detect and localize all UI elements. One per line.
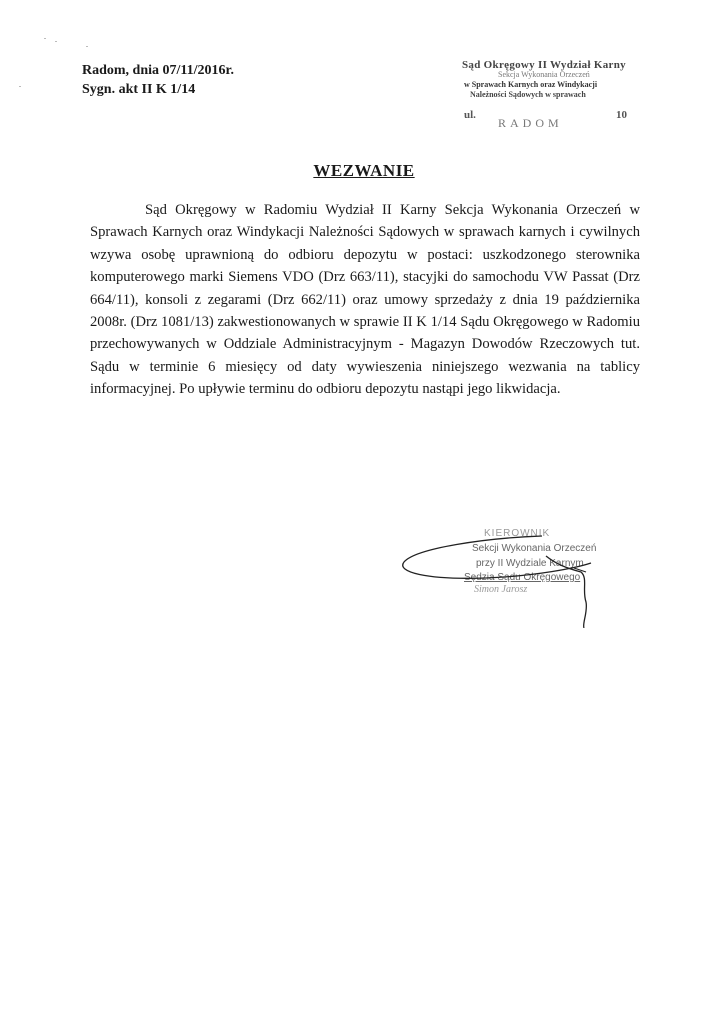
street-prefix: ul. — [464, 109, 476, 121]
signature-stamp — [396, 528, 646, 628]
court-stamp-address — [462, 106, 662, 130]
scan-speck — [55, 41, 57, 42]
document-header — [82, 61, 234, 99]
scan-speck — [44, 38, 46, 39]
signature-stamp-line4: Sędzia Sądu Okręgowego — [464, 572, 581, 583]
court-stamp — [462, 60, 662, 130]
street-number: 10 — [616, 109, 627, 121]
scan-speck — [86, 46, 88, 47]
court-stamp-line1: Sąd Okręgowy II Wydział Karny — [462, 59, 626, 71]
court-city: RADOM — [498, 116, 563, 130]
court-stamp-line2: Sekcja Wykonania Orzeczeń — [498, 70, 590, 79]
summons-body: Sąd Okręgowy w Radomiu Wydział II Karny Sekcja Wykonania Orzeczeń w Sprawach Karnych oraz Windykacji Należności Sądowych w sprawach karnych i cywilnych wzywa osobę uprawnioną do odbioru depozytu w postaci: uszkodzonego sterownika komputerowego marki Siemens VDO (Drz 663/11), stacyjki do samochodu VW Passat (Drz 664/11), konsoli z zegarami (Drz 662/11) oraz umowy sprzedaży z dnia 19 października 2008r. (Drz 1081/13) zakwestionowanych w sprawie II K 1/14 Sądu Okręgowego w Radomiu przechowywanych w Oddziale Administracyjnym - Magazyn Dowodów Rzeczowych tut. Sądu w terminie 6 miesięcy od daty wywieszenia niniejszego wezwania na tablicy informacyjnej. Po upływie terminu do odbioru depozytu nastąpi jego likwidacja. — [90, 202, 640, 398]
signature-stamp-line2: Sekcji Wykonania Orzeczeń — [472, 543, 597, 554]
document-title: WEZWANIE — [313, 161, 415, 180]
signature-stamp-line3: przy II Wydziale Karnym — [476, 558, 584, 569]
case-number: Sygn. akt II K 1/14 — [82, 82, 196, 97]
court-stamp-line3: w Sprawach Karnych oraz Windykacji — [464, 80, 598, 89]
court-stamp-line4: Należności Sądowych w sprawach — [470, 90, 586, 99]
signature-stamp-line5: Simon Jarosz — [474, 584, 528, 595]
signature-stamp-line1: KIEROWNIK — [484, 528, 551, 539]
handwritten-signature — [396, 528, 646, 628]
place-and-date: Radom, dnia 07/11/2016r. — [82, 63, 234, 78]
scan-speck — [19, 86, 21, 87]
